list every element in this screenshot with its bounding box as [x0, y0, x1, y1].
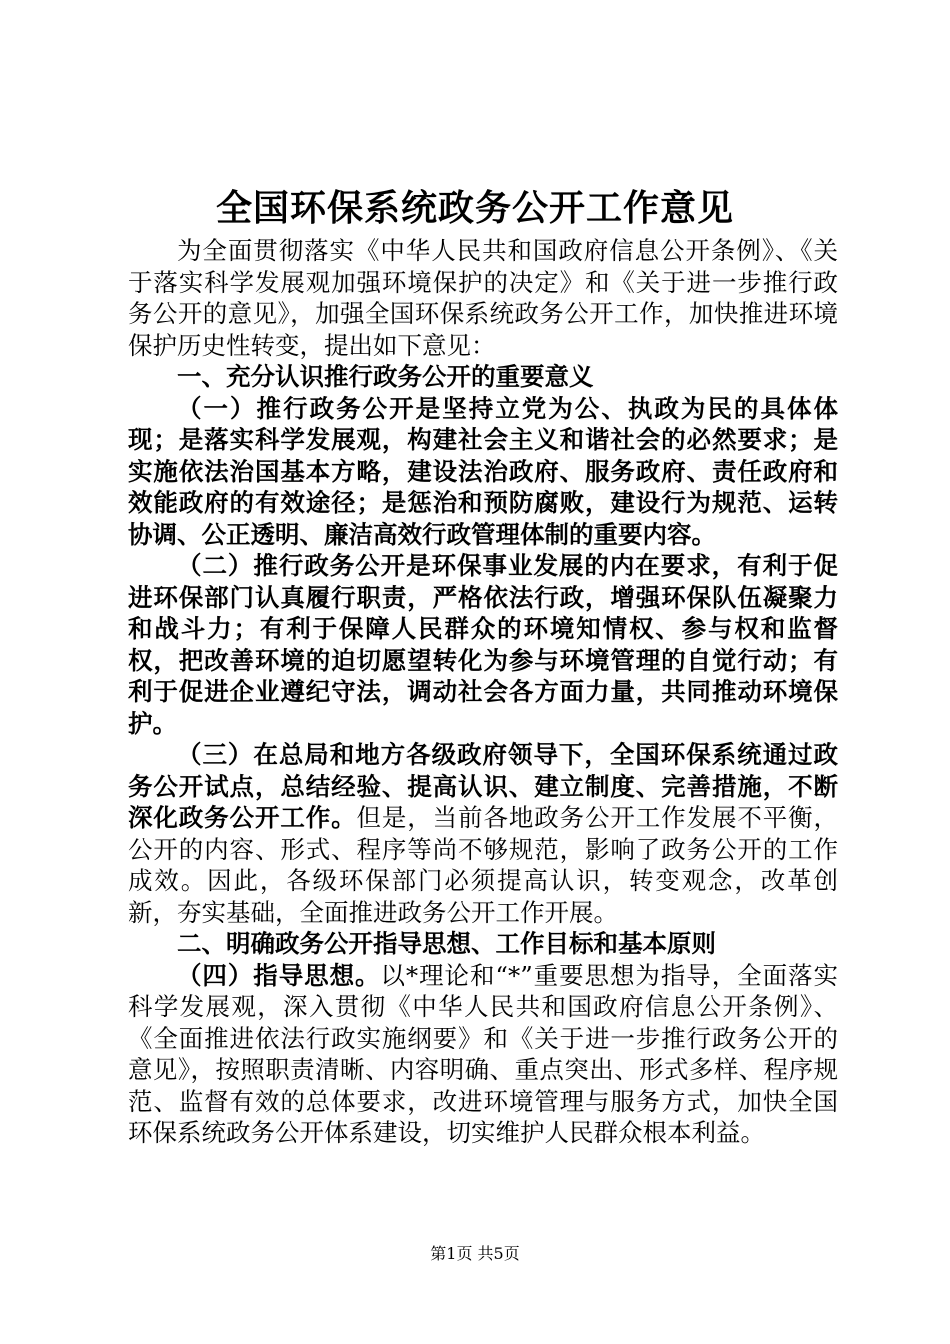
paragraph-4-bold: （四）指导思想。: [177, 960, 381, 990]
section-heading-2: 二、明确政务公开指导思想、工作目标和基本原则: [177, 929, 716, 958]
paragraph-3: [128, 739, 838, 928]
document-body: [128, 235, 838, 1149]
intro-paragraph: 为全面贯彻落实《中华人民共和国政府信息公开条例》、《关于落实科学发展观加强环境保护的决定》和《关于进一步推行政务公开的意见》，加强全国环保系统政务公开工作，加快推进环境保护历史性转变，提出如下意见：: [128, 236, 838, 360]
page-footer: 第1页 共5页: [430, 1244, 520, 1263]
section-heading-1: 一、充分认识推行政务公开的重要意义: [177, 362, 594, 391]
paragraph-4-rest: 以*理论和“*”重要思想为指导，全面落实科学发展观，深入贯彻《中华人民共和国政府信息公开条例》、《全面推进依法行政实施纲要》和《关于进一步推行政务公开的意见》，按照职责清晰、内容明确、重点突出、形式多样、程序规范、监督有效的总体要求，改进环境管理与服务方式，加快全国环保系统政务公开体系建设，切实维护人民群众根本利益。: [128, 960, 838, 1147]
paragraph-3-rest: 但是，当前各地政务公开工作发展不平衡，公开的内容、形式、程序等尚不够规范，影响了政务公开的工作成效。因此，各级环保部门必须提高认识，转变观念，改革创新，夯实基础，全面推进政务公开工作开展。: [128, 803, 838, 927]
paragraph-2: （二）推行政务公开是环保事业发展的内在要求，有利于促进环保部门认真履行职责，严格依法行政，增强环保队伍凝聚力和战斗力；有利于保障人民群众的环境知情权、参与权和监督权，把改善环境的迫切愿望转化为参与环境管理的自觉行动；有利于促进企业遵纪守法，调动社会各方面力量，共同推动环境保护。: [128, 551, 838, 738]
document-title: 全国环保系统政务公开工作意见: [215, 187, 734, 229]
paragraph-3-bold: （三）在总局和地方各级政府领导下，全国环保系统通过政务公开试点，总结经验、提高认识、建立制度、完善措施，不断深化政务公开工作。: [128, 740, 838, 832]
paragraph-1: （一）推行政务公开是坚持立党为公、执政为民的具体体现；是落实科学发展观，构建社会主义和谐社会的必然要求；是实施依法治国基本方略，建设法治政府、服务政府、责任政府和效能政府的有效途径；是惩治和预防腐败，建设行为规范、运转协调、公正透明、廉洁高效行政管理体制的重要内容。: [128, 393, 838, 549]
paragraph-4: [128, 960, 838, 1149]
